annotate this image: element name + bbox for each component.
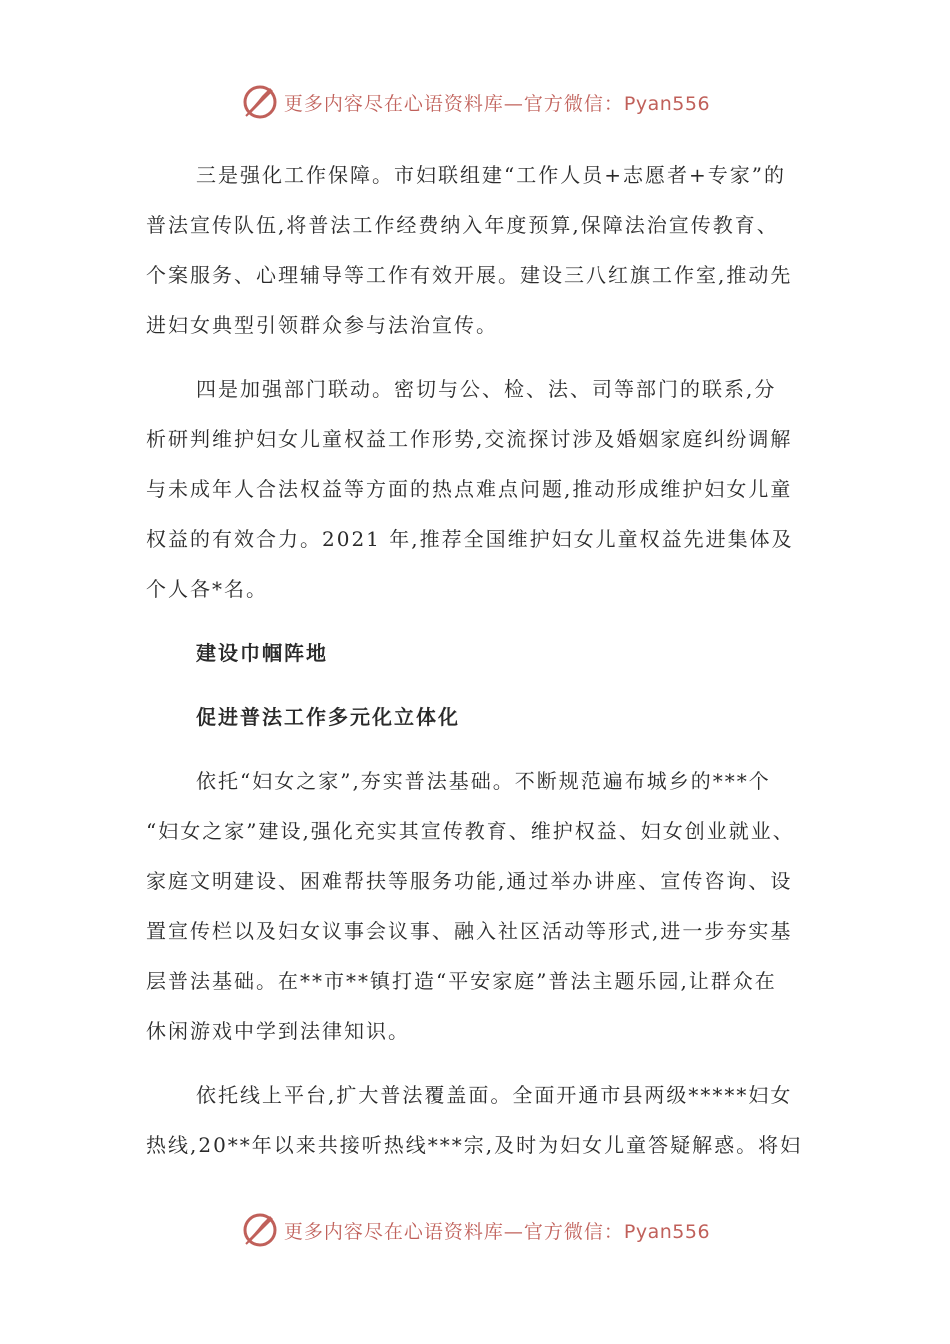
header-watermark-banner [0, 80, 950, 124]
paragraph-line: 休闲游戏中学到法律知识。 [146, 1019, 410, 1043]
paragraph-line: 依托线上平台,扩大普法覆盖面。全面开通市县两级*****妇女 [196, 1083, 793, 1107]
paragraph-line: 与未成年人合法权益等方面的热点难点问题,推动形成维护妇女儿童 [146, 477, 793, 501]
paragraph-line: 家庭文明建设、困难帮扶等服务功能,通过举办讲座、宣传咨询、设 [146, 869, 793, 893]
footer-watermark-banner [0, 1208, 950, 1252]
paragraph-line: 依托“妇女之家”,夯实普法基础。不断规范遍布城乡的***个 [196, 769, 771, 793]
paragraph-line: 置宣传栏以及妇女议事会议事、融入社区活动等形式,进一步夯实基 [146, 919, 793, 943]
paragraph [146, 1070, 814, 1170]
pen-logo-icon [240, 1210, 280, 1250]
paragraph [146, 756, 814, 1056]
paragraph [146, 364, 814, 614]
paragraph-line: “妇女之家”建设,强化充实其宣传教育、维护权益、妇女创业就业、 [146, 819, 795, 843]
paragraph-line: 进妇女典型引领群众参与法治宣传。 [146, 313, 498, 337]
document-body [146, 150, 814, 1170]
section-subheading: 促进普法工作多元化立体化 [196, 705, 460, 729]
paragraph [146, 150, 814, 350]
section-heading: 建设巾帼阵地 [196, 641, 328, 665]
paragraph-line: 个案服务、心理辅导等工作有效开展。建设三八红旗工作室,推动先 [146, 263, 793, 287]
paragraph-line: 层普法基础。在**市**镇打造“平安家庭”普法主题乐园,让群众在 [146, 969, 777, 993]
paragraph-line: 四是加强部门联动。密切与公、检、法、司等部门的联系,分 [196, 377, 777, 401]
paragraph-line: 权益的有效合力。2021 年,推荐全国维护妇女儿童权益先进集体及 [146, 527, 794, 551]
paragraph-line: 普法宣传队伍,将普法工作经费纳入年度预算,保障法治宣传教育、 [146, 213, 779, 237]
pen-logo-icon [240, 82, 280, 122]
paragraph-line: 热线,20**年以来共接听热线***宗,及时为妇女儿童答疑解惑。将妇 [146, 1133, 803, 1157]
paragraph-line: 三是强化工作保障。市妇联组建“工作人员+志愿者+专家”的 [196, 163, 786, 187]
watermark-text: 更多内容尽在心语资料库—官方微信：Pyan556 [283, 1220, 711, 1243]
watermark-text: 更多内容尽在心语资料库—官方微信：Pyan556 [283, 92, 711, 115]
paragraph-line: 个人各*名。 [146, 577, 268, 601]
paragraph-line: 析研判维护妇女儿童权益工作形势,交流探讨涉及婚姻家庭纠纷调解 [146, 427, 793, 451]
